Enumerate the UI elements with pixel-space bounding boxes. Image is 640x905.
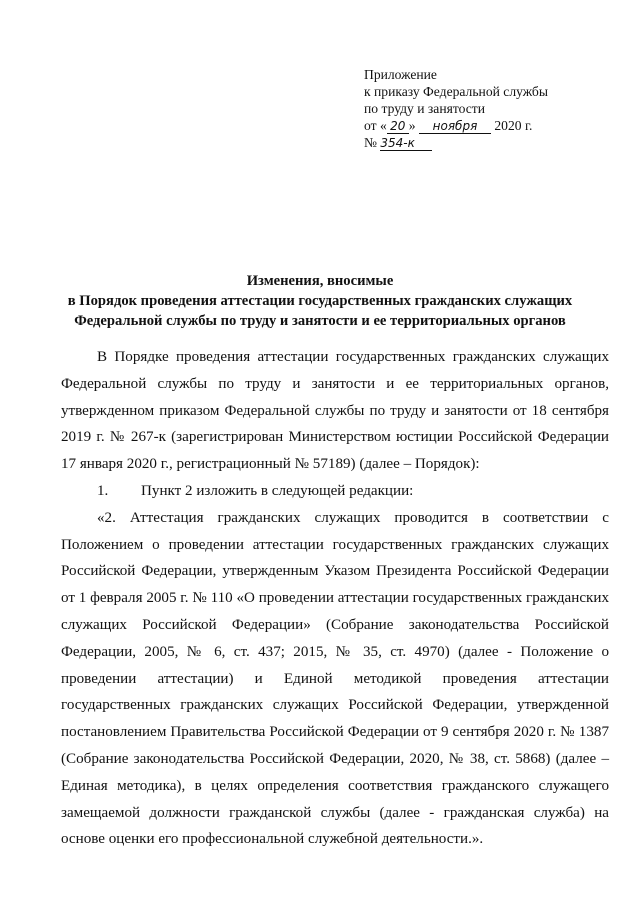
date-year: 2020 г. — [494, 118, 533, 133]
date-mid: » — [408, 118, 416, 133]
appendix-order-ref: к приказу Федеральной службы — [364, 84, 548, 99]
item-1-number: 1. — [97, 482, 109, 499]
appendix-date — [364, 117, 614, 134]
document-title — [40, 271, 600, 331]
quoted-paragraph: «2. Аттестация гражданских служащих проводится в соответствии с Положением о проведении аттестации государственных гражданских служащих Российской Федерации, утвержденным Указом Президента Российской Федерации от 1 февраля 2005 г. № 110 «О проведении аттестации государственных гражданских служащих Российской Федерации» (Собрание законодательства Российской Федерации, 2005, № 6, ст. 437; 2015, № 35, ст. 4970) (далее - Положение о проведении аттестации) и Единой методикой проведения аттестации государственных гражданских служащих Российской Федерации, утвержденной постановлением Правительства Российской Федерации от 9 сентября 2020 г. № 1387 (Собрание законодательства Российской Федерации, 2020, № 38, ст. 5868) (далее – Единая методика), в целях определения соответствия гражданского служащего замещаемой должности гражданской службы (далее - гражданская служба) на основе оценки его профессиональной служебной деятельности.». — [61, 509, 609, 848]
appendix-label: Приложение — [364, 67, 437, 82]
appendix-number — [364, 134, 614, 151]
date-day-handwritten: 20 — [387, 120, 409, 134]
appendix-header — [364, 66, 614, 151]
intro-paragraph: В Порядке проведения аттестации государственных гражданских служащих Федеральной службы по труду и занятости и ее территориальных органов, утвержденном приказом Федеральной службы по труду и занятости от 18 сентября 2019 г. № 267-к (зарегистрирован Министерством юстиции Российской Федерации 17 января 2020 г., регистрационный № 57189) (далее – Порядок): — [61, 349, 609, 473]
number-handwritten: 354-к — [380, 137, 432, 151]
title-line-2: в Порядок проведения аттестации государственных гражданских служащих — [67, 293, 573, 309]
date-month-handwritten: ноября — [419, 120, 491, 134]
appendix-service-name: по труду и занятости — [364, 101, 485, 116]
document-body — [61, 344, 609, 853]
title-line-1: Изменения, вносимые — [246, 273, 394, 289]
item-1-paragraph — [61, 478, 609, 505]
item-1-text: Пункт 2 изложить в следующей редакции: — [141, 482, 414, 499]
date-prefix: от « — [364, 118, 387, 133]
number-prefix: № — [364, 135, 377, 150]
title-line-3: Федеральной службы по труду и занятости и ее территориальных органов — [74, 313, 566, 329]
